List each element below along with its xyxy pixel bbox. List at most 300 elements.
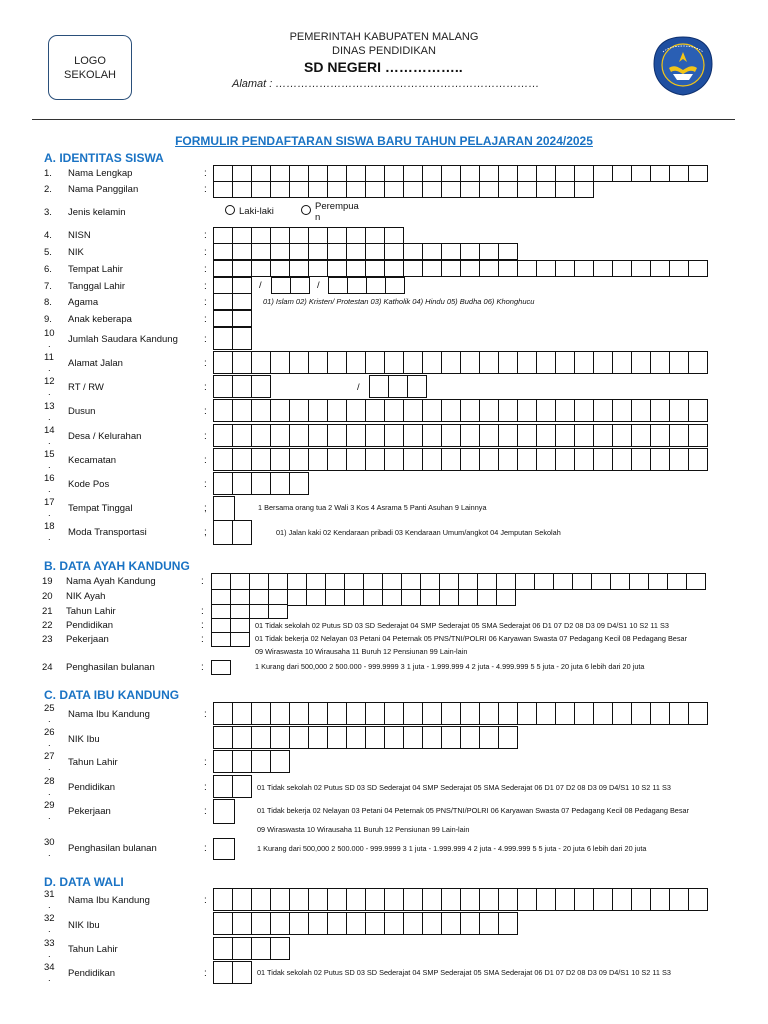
guardian-name-box[interactable] [631,888,651,911]
birthplace-box[interactable] [365,260,385,277]
full-name-box[interactable] [669,165,689,182]
district-box[interactable] [536,448,556,471]
guardian-name-box[interactable] [517,888,537,911]
guardian-birth-year-box[interactable] [270,937,290,960]
birthplace-box[interactable] [460,260,480,277]
hamlet-box[interactable] [612,399,632,422]
father-birth-year-box[interactable] [230,604,250,619]
nickname-box[interactable] [536,181,556,198]
nickname-box[interactable] [498,181,518,198]
district-box[interactable] [593,448,613,471]
guardian-name-box[interactable] [574,888,594,911]
street-address-box[interactable] [441,351,461,374]
guardian-name-box[interactable] [688,888,708,911]
nisn-box[interactable] [327,227,347,244]
guardian-education-box[interactable] [213,961,233,984]
father-nik-box[interactable] [420,589,440,606]
mother-nik-box[interactable] [365,726,385,749]
birthplace-box[interactable] [612,260,632,277]
transport-box[interactable] [232,520,252,545]
nik-box[interactable] [365,243,385,260]
nik-box[interactable] [441,243,461,260]
father-nik-box[interactable] [477,589,497,606]
guardian-birth-year-box[interactable] [213,937,233,960]
nickname-box[interactable] [251,181,271,198]
mother-name-box[interactable] [517,702,537,725]
nik-box[interactable] [403,243,423,260]
birthplace-box[interactable] [384,260,404,277]
hamlet-box[interactable] [536,399,556,422]
village-box[interactable] [536,424,556,447]
hamlet-box[interactable] [422,399,442,422]
district-box[interactable] [631,448,651,471]
mother-birth-year-box[interactable] [251,750,271,773]
nickname-box[interactable] [479,181,499,198]
rw-box[interactable] [369,375,389,398]
full-name-box[interactable] [251,165,271,182]
street-address-box[interactable] [308,351,328,374]
full-name-box[interactable] [441,165,461,182]
birth-year-box[interactable] [347,277,367,294]
full-name-box[interactable] [384,165,404,182]
street-address-box[interactable] [327,351,347,374]
mother-name-box[interactable] [213,702,233,725]
nickname-box[interactable] [555,181,575,198]
mother-birth-year-box[interactable] [232,750,252,773]
nickname-box[interactable] [517,181,537,198]
birthplace-box[interactable] [517,260,537,277]
birthplace-box[interactable] [555,260,575,277]
father-name-box[interactable] [325,573,345,590]
nik-box[interactable] [251,243,271,260]
full-name-box[interactable] [498,165,518,182]
guardian-birth-year-box[interactable] [251,937,271,960]
mother-income-box[interactable] [213,838,235,860]
birthplace-box[interactable] [251,260,271,277]
father-nik-box[interactable] [287,589,307,606]
nickname-box[interactable] [384,181,404,198]
nickname-box[interactable] [422,181,442,198]
hamlet-box[interactable] [308,399,328,422]
mother-name-box[interactable] [650,702,670,725]
village-box[interactable] [441,424,461,447]
village-box[interactable] [574,424,594,447]
father-education-box[interactable] [230,618,250,633]
hamlet-box[interactable] [555,399,575,422]
nickname-box[interactable] [403,181,423,198]
mother-nik-box[interactable] [498,726,518,749]
postal-code-box[interactable] [289,472,309,495]
district-box[interactable] [479,448,499,471]
birth-year-box[interactable] [385,277,405,294]
mother-name-box[interactable] [593,702,613,725]
mother-birth-year-box[interactable] [270,750,290,773]
district-box[interactable] [384,448,404,471]
nisn-box[interactable] [384,227,404,244]
district-box[interactable] [460,448,480,471]
street-address-box[interactable] [479,351,499,374]
mother-name-box[interactable] [460,702,480,725]
full-name-box[interactable] [365,165,385,182]
nik-box[interactable] [270,243,290,260]
full-name-box[interactable] [612,165,632,182]
mother-name-box[interactable] [498,702,518,725]
guardian-name-box[interactable] [555,888,575,911]
guardian-name-box[interactable] [460,888,480,911]
father-name-box[interactable] [458,573,478,590]
hamlet-box[interactable] [498,399,518,422]
guardian-name-box[interactable] [593,888,613,911]
father-name-box[interactable] [211,573,231,590]
mother-name-box[interactable] [289,702,309,725]
hamlet-box[interactable] [593,399,613,422]
street-address-box[interactable] [232,351,252,374]
mother-name-box[interactable] [327,702,347,725]
birth-year-box[interactable] [328,277,348,294]
mother-nik-box[interactable] [403,726,423,749]
district-box[interactable] [232,448,252,471]
birthplace-box[interactable] [346,260,366,277]
village-box[interactable] [650,424,670,447]
mother-nik-box[interactable] [251,726,271,749]
street-address-box[interactable] [270,351,290,374]
mother-nik-box[interactable] [289,726,309,749]
nik-box[interactable] [479,243,499,260]
birthplace-box[interactable] [270,260,290,277]
birthplace-box[interactable] [327,260,347,277]
rw-box[interactable] [388,375,408,398]
nickname-box[interactable] [441,181,461,198]
mother-name-box[interactable] [308,702,328,725]
nickname-box[interactable] [270,181,290,198]
postal-code-box[interactable] [213,472,233,495]
father-name-box[interactable] [648,573,668,590]
district-box[interactable] [213,448,233,471]
full-name-box[interactable] [327,165,347,182]
birthplace-box[interactable] [308,260,328,277]
guardian-nik-box[interactable] [270,912,290,935]
nisn-box[interactable] [346,227,366,244]
guardian-name-box[interactable] [479,888,499,911]
father-nik-box[interactable] [439,589,459,606]
mother-name-box[interactable] [555,702,575,725]
guardian-name-box[interactable] [422,888,442,911]
street-address-box[interactable] [251,351,271,374]
street-address-box[interactable] [688,351,708,374]
district-box[interactable] [346,448,366,471]
mother-nik-box[interactable] [346,726,366,749]
hamlet-box[interactable] [669,399,689,422]
guardian-nik-box[interactable] [479,912,499,935]
full-name-box[interactable] [536,165,556,182]
father-name-box[interactable] [344,573,364,590]
birthplace-box[interactable] [574,260,594,277]
father-nik-box[interactable] [344,589,364,606]
guardian-nik-box[interactable] [441,912,461,935]
siblings-box[interactable] [232,327,252,350]
guardian-name-box[interactable] [270,888,290,911]
father-nik-box[interactable] [458,589,478,606]
district-box[interactable] [270,448,290,471]
father-name-box[interactable] [496,573,516,590]
father-name-box[interactable] [686,573,706,590]
hamlet-box[interactable] [213,399,233,422]
full-name-box[interactable] [213,165,233,182]
hamlet-box[interactable] [517,399,537,422]
mother-name-box[interactable] [422,702,442,725]
street-address-box[interactable] [213,351,233,374]
mother-education-box[interactable] [232,775,252,798]
district-box[interactable] [365,448,385,471]
father-name-box[interactable] [420,573,440,590]
full-name-box[interactable] [422,165,442,182]
mother-nik-box[interactable] [479,726,499,749]
nickname-box[interactable] [346,181,366,198]
father-name-box[interactable] [401,573,421,590]
village-box[interactable] [346,424,366,447]
father-name-box[interactable] [287,573,307,590]
birthplace-box[interactable] [403,260,423,277]
father-job-box[interactable] [230,632,250,647]
full-name-box[interactable] [270,165,290,182]
nisn-box[interactable] [251,227,271,244]
nisn-box[interactable] [365,227,385,244]
nik-box[interactable] [308,243,328,260]
nik-box[interactable] [498,243,518,260]
father-nik-box[interactable] [325,589,345,606]
village-box[interactable] [308,424,328,447]
guardian-nik-box[interactable] [403,912,423,935]
birthplace-box[interactable] [422,260,442,277]
hamlet-box[interactable] [688,399,708,422]
birth-year-box[interactable] [366,277,386,294]
village-box[interactable] [365,424,385,447]
guardian-nik-box[interactable] [498,912,518,935]
birthplace-box[interactable] [441,260,461,277]
guardian-nik-box[interactable] [365,912,385,935]
mother-name-box[interactable] [612,702,632,725]
birthplace-box[interactable] [213,260,233,277]
full-name-box[interactable] [688,165,708,182]
rt-box[interactable] [251,375,271,398]
hamlet-box[interactable] [346,399,366,422]
street-address-box[interactable] [669,351,689,374]
village-box[interactable] [555,424,575,447]
postal-code-box[interactable] [270,472,290,495]
father-nik-box[interactable] [496,589,516,606]
mother-name-box[interactable] [441,702,461,725]
mother-nik-box[interactable] [213,726,233,749]
district-box[interactable] [650,448,670,471]
nickname-box[interactable] [213,181,233,198]
guardian-name-box[interactable] [213,888,233,911]
district-box[interactable] [403,448,423,471]
guardian-nik-box[interactable] [289,912,309,935]
guardian-nik-box[interactable] [308,912,328,935]
nik-box[interactable] [232,243,252,260]
nik-box[interactable] [346,243,366,260]
hamlet-box[interactable] [232,399,252,422]
street-address-box[interactable] [536,351,556,374]
mother-nik-box[interactable] [441,726,461,749]
birth-day-box[interactable] [213,277,233,294]
mother-name-box[interactable] [346,702,366,725]
guardian-nik-box[interactable] [232,912,252,935]
village-box[interactable] [289,424,309,447]
father-income-box[interactable] [211,660,231,675]
street-address-box[interactable] [650,351,670,374]
mother-name-box[interactable] [574,702,594,725]
mother-nik-box[interactable] [327,726,347,749]
guardian-name-box[interactable] [365,888,385,911]
nisn-box[interactable] [270,227,290,244]
father-name-box[interactable] [268,573,288,590]
village-box[interactable] [403,424,423,447]
hamlet-box[interactable] [403,399,423,422]
nickname-box[interactable] [308,181,328,198]
nisn-box[interactable] [232,227,252,244]
district-box[interactable] [422,448,442,471]
village-box[interactable] [593,424,613,447]
guardian-name-box[interactable] [403,888,423,911]
transport-box[interactable] [213,520,233,545]
hamlet-box[interactable] [251,399,271,422]
mother-birth-year-box[interactable] [213,750,233,773]
street-address-box[interactable] [612,351,632,374]
mother-nik-box[interactable] [270,726,290,749]
birthplace-box[interactable] [650,260,670,277]
hamlet-box[interactable] [327,399,347,422]
guardian-nik-box[interactable] [460,912,480,935]
mother-name-box[interactable] [631,702,651,725]
street-address-box[interactable] [346,351,366,374]
birthplace-box[interactable] [479,260,499,277]
hamlet-box[interactable] [289,399,309,422]
village-box[interactable] [669,424,689,447]
nisn-box[interactable] [213,227,233,244]
district-box[interactable] [574,448,594,471]
father-name-box[interactable] [477,573,497,590]
birthplace-box[interactable] [536,260,556,277]
district-box[interactable] [251,448,271,471]
guardian-nik-box[interactable] [327,912,347,935]
father-nik-box[interactable] [401,589,421,606]
father-education-box[interactable] [211,618,231,633]
father-name-box[interactable] [230,573,250,590]
village-box[interactable] [270,424,290,447]
mother-name-box[interactable] [270,702,290,725]
father-nik-box[interactable] [382,589,402,606]
mother-nik-box[interactable] [308,726,328,749]
father-birth-year-box[interactable] [268,604,288,619]
guardian-name-box[interactable] [498,888,518,911]
district-box[interactable] [612,448,632,471]
residence-box[interactable] [213,496,235,521]
male-radio[interactable] [225,205,235,215]
birthplace-box[interactable] [289,260,309,277]
street-address-box[interactable] [365,351,385,374]
village-box[interactable] [688,424,708,447]
nickname-box[interactable] [460,181,480,198]
district-box[interactable] [688,448,708,471]
street-address-box[interactable] [460,351,480,374]
mother-name-box[interactable] [536,702,556,725]
nickname-box[interactable] [232,181,252,198]
full-name-box[interactable] [631,165,651,182]
rw-box[interactable] [407,375,427,398]
guardian-name-box[interactable] [650,888,670,911]
village-box[interactable] [631,424,651,447]
guardian-nik-box[interactable] [251,912,271,935]
birthplace-box[interactable] [688,260,708,277]
hamlet-box[interactable] [460,399,480,422]
hamlet-box[interactable] [479,399,499,422]
nickname-box[interactable] [365,181,385,198]
nik-box[interactable] [327,243,347,260]
hamlet-box[interactable] [441,399,461,422]
hamlet-box[interactable] [574,399,594,422]
religion-box[interactable] [213,293,233,310]
full-name-box[interactable] [308,165,328,182]
guardian-name-box[interactable] [612,888,632,911]
siblings-box[interactable] [213,327,233,350]
hamlet-box[interactable] [270,399,290,422]
father-name-box[interactable] [439,573,459,590]
guardian-birth-year-box[interactable] [232,937,252,960]
child-order-box[interactable] [232,310,252,327]
village-box[interactable] [612,424,632,447]
street-address-box[interactable] [403,351,423,374]
street-address-box[interactable] [498,351,518,374]
mother-name-box[interactable] [403,702,423,725]
guardian-name-box[interactable] [346,888,366,911]
postal-code-box[interactable] [251,472,271,495]
birthplace-box[interactable] [669,260,689,277]
guardian-name-box[interactable] [308,888,328,911]
mother-nik-box[interactable] [422,726,442,749]
mother-nik-box[interactable] [232,726,252,749]
full-name-box[interactable] [574,165,594,182]
nik-box[interactable] [289,243,309,260]
father-name-box[interactable] [249,573,269,590]
street-address-box[interactable] [289,351,309,374]
hamlet-box[interactable] [650,399,670,422]
full-name-box[interactable] [555,165,575,182]
father-name-box[interactable] [553,573,573,590]
street-address-box[interactable] [517,351,537,374]
guardian-nik-box[interactable] [384,912,404,935]
father-nik-box[interactable] [363,589,383,606]
postal-code-box[interactable] [232,472,252,495]
father-job-box[interactable] [211,632,231,647]
father-birth-year-box[interactable] [249,604,269,619]
father-nik-box[interactable] [306,589,326,606]
village-box[interactable] [384,424,404,447]
village-box[interactable] [327,424,347,447]
father-name-box[interactable] [572,573,592,590]
religion-box[interactable] [232,293,252,310]
father-name-box[interactable] [610,573,630,590]
village-box[interactable] [460,424,480,447]
nisn-box[interactable] [308,227,328,244]
nik-box[interactable] [422,243,442,260]
full-name-box[interactable] [593,165,613,182]
full-name-box[interactable] [232,165,252,182]
guardian-name-box[interactable] [327,888,347,911]
female-radio[interactable] [301,205,311,215]
nik-box[interactable] [213,243,233,260]
mother-job-box[interactable] [213,799,235,824]
